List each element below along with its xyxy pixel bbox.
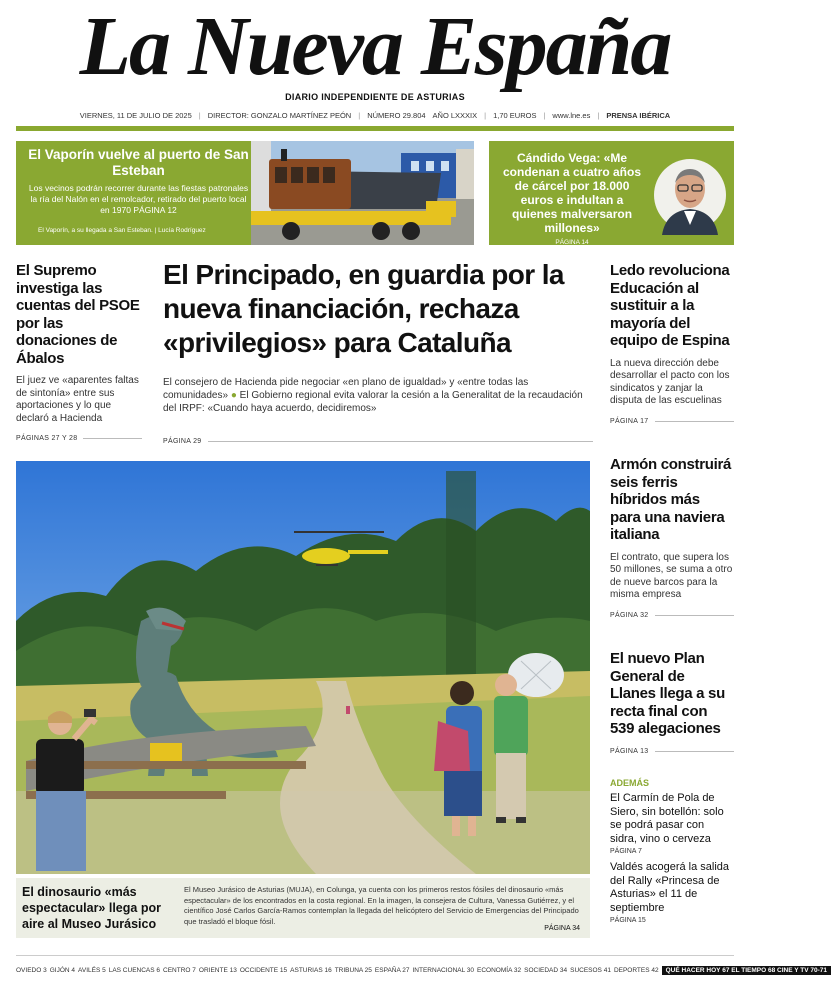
ademas-page: PÁGINA 7: [610, 848, 642, 855]
story-page-ref: [610, 748, 734, 758]
story-text: La nueva dirección debe desarrollar el pacto con los sindicatos y zanjar la disputa de las escuelinas: [610, 357, 730, 406]
story-text: El contrato, que supera los 50 millones, se suma a otro de nueve barcos para la misma empresa: [610, 551, 733, 600]
story-page: PÁGINA 32: [610, 611, 649, 619]
section-index-item[interactable]: OCCIDENTE 15: [239, 966, 288, 974]
issue-date: VIERNES, 11 DE JULIO DE 2025: [79, 111, 192, 120]
story-supremo[interactable]: [16, 262, 142, 445]
section-index-item[interactable]: ORIENTE 13: [198, 966, 237, 974]
section-index-item[interactable]: AVILÉS 5: [78, 966, 106, 974]
promo-headline: El Vaporín vuelve al puerto de San Esteban: [28, 147, 249, 178]
section-index-item[interactable]: SUCESOS 41: [570, 966, 611, 974]
ademas-headline: Valdés acogerá la salida del Rally «Princesa de Asturias» el 11 de septiembre: [610, 861, 730, 914]
ademas-box: [610, 772, 734, 924]
caption-headline[interactable]: El dinosaurio «más espectacular» llega por aire al Museo Jurásico: [22, 885, 161, 931]
ademas-page: PÁGINA 15: [610, 917, 646, 924]
lead-text-2: El Gobierno regional evita valorar la cesión a la Generalitat de la recaudación del IRPF: «Cuando haya acuerdo, decidiremos»: [163, 390, 583, 414]
promo-credit: | Lucía Rodríguez: [154, 227, 206, 234]
lead-headline[interactable]: El Principado, en guardia por la nueva financiación, rechaza «privilegios» para Cataluña: [163, 259, 564, 358]
story-ledo[interactable]: [610, 262, 734, 428]
section-index-item[interactable]: OVIEDO 3: [16, 966, 47, 974]
story-armon[interactable]: [610, 456, 734, 622]
issue-year: AÑO LXXXIX: [432, 111, 478, 120]
promo-text: Los vecinos podrán recorrer durante las fiestas patronales la ría del Nalón en el remolcador, retirado del puerto local en 1970: [28, 183, 249, 215]
ademas-item[interactable]: [610, 792, 734, 855]
story-headline: Ledo revoluciona Educación al sustituir a la mayoría del equipo de Espina: [610, 262, 730, 349]
promo-caption-text: El Vaporín, a su llegada a San Esteban.: [38, 227, 153, 234]
caption-page: PÁGINA 34: [544, 925, 580, 932]
section-index-item[interactable]: TRIBUNA 25: [334, 966, 372, 974]
story-llanes[interactable]: [610, 650, 734, 758]
section-index: [16, 964, 827, 976]
section-index-items: [16, 967, 662, 974]
story-page: PÁGINA 13: [610, 747, 649, 755]
lead-text: [163, 376, 593, 415]
issue-price: 1,70 EUROS: [493, 111, 537, 120]
ademas-label: ADEMÁS: [610, 778, 650, 788]
section-index-item[interactable]: SOCIEDAD 34: [524, 966, 568, 974]
story-headline: El Supremo investiga las cuentas del PSOE por las donaciones de Ábalos: [16, 262, 140, 367]
dinosaur-museum-photo[interactable]: [16, 461, 590, 874]
story-text: El juez ve «aparentes faltas de sintonía» entre sus aportaciones y lo que declaró a Hacienda: [16, 375, 139, 424]
section-index-item[interactable]: ASTURIAS 16: [290, 966, 332, 974]
tugboat-photo: [251, 141, 474, 245]
lead-text-1: El consejero de Hacienda pide negociar «en plano de igualdad» y «entre todas las comunidades»: [163, 377, 529, 401]
story-page: PÁGINA 17: [610, 417, 649, 425]
promo-caption: [38, 227, 206, 234]
portrait-photo: [654, 155, 726, 235]
section-index-item[interactable]: GIJÓN 4: [49, 966, 76, 974]
issue-director: DIRECTOR: GONZALO MARTÍNEZ PEÓN: [207, 111, 352, 120]
story-page-ref: [610, 418, 734, 428]
promo2-headline: Cándido Vega: «Me condenan a cuatro años de cárcel por 18.000 euros e indultan a quienes malversaron millones»: [502, 151, 642, 235]
caption-text: El Museo Jurásico de Asturias (MUJA), en Colunga, ya cuenta con los primeros restos fósiles del dinosaurio «más espectacular» de los encontrados en la costa regional. En la imagen, la consejera de Cultura, Vanessa Gutiérrez, y el científico José Carlos García-Ramos contemplan la llegada del helicóptero del Servicio de Emergencias del Principado que trasladó el bloque fósil.: [184, 885, 579, 926]
tagline: DIARIO INDEPENDIENTE DE ASTURIAS: [285, 92, 465, 102]
photo-caption-box: [16, 878, 590, 938]
section-index-item[interactable]: DEPORTES 42: [613, 966, 659, 974]
section-index-item[interactable]: LAS CUENCAS 6: [108, 966, 161, 974]
section-index-item[interactable]: ECONOMÍA 32: [477, 966, 522, 974]
website-link[interactable]: www.lne.es: [552, 111, 591, 120]
lead-page: PÁGINA 29: [163, 438, 202, 445]
promo2-page: PÁGINA 14: [555, 239, 589, 246]
story-headline: Armón construirá seis ferris híbridos más para una naviera italiana: [610, 456, 732, 543]
bullet-icon: ●: [230, 390, 237, 401]
masthead-rule: [16, 126, 734, 131]
ademas-headline: El Carmín de Pola de Siero, sin botellón: solo se podrá pasar con sidra, vino o cerveza: [610, 792, 724, 845]
promo-candido-vega[interactable]: [489, 141, 734, 245]
publisher: PRENSA IBÉRICA: [606, 111, 671, 120]
story-page-ref: [610, 612, 734, 622]
footer-divider: [16, 955, 734, 956]
story-page-ref: [16, 435, 142, 445]
masthead: [0, 0, 750, 132]
ademas-item[interactable]: [610, 861, 734, 924]
issue-number: NÚMERO 29.804: [367, 111, 426, 120]
newspaper-logo[interactable]: La Nueva España: [79, 0, 671, 93]
story-headline: El nuevo Plan General de Llanes llega a su recta final con 539 alegaciones: [610, 650, 725, 737]
section-index-item[interactable]: INTERNACIONAL 30: [412, 966, 475, 974]
promo-page: PÁGINA 12: [133, 205, 177, 215]
story-page: PÁGINAS 27 Y 28: [16, 435, 78, 442]
section-index-item[interactable]: ESPAÑA 27: [374, 966, 410, 974]
issue-info-bar: VIERNES, 11 DE JULIO DE 2025 | DIRECTOR: GONZALO MARTÍNEZ PEÓN | NÚMERO 29.804 AÑO LXXXIX | 1,70 EUROS | www.lne.es | PRENSA IBÉRICA: [79, 111, 671, 120]
services-badge[interactable]: QUÉ HACER HOY 67 EL TIEMPO 68 CINE Y TV 70-71: [662, 966, 831, 975]
section-index-item[interactable]: CENTRO 7: [163, 966, 196, 974]
promo-vaporin[interactable]: [16, 141, 474, 245]
lead-page-ref: [163, 438, 593, 448]
